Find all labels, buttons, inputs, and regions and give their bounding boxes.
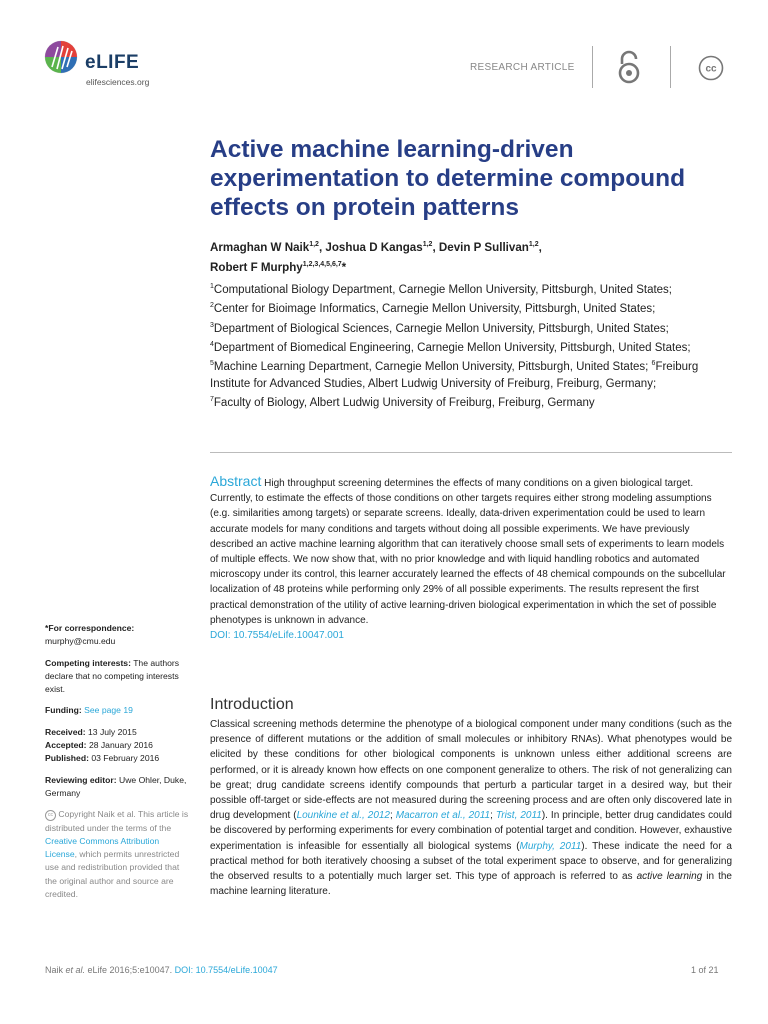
abstract-doi-link[interactable]: DOI: 10.7554/eLife.10047.001 [210, 630, 344, 642]
open-access-icon [614, 50, 644, 86]
received-label: Received: [45, 726, 86, 737]
creative-commons-icon: cc [45, 810, 56, 821]
article-title: Active machine learning-driven experimentation to determine compound effects on protein patterns [210, 136, 686, 221]
affiliation-text: Department of Biomedical Engineering, Carnegie Mellon University, Pittsburgh, United States; [213, 341, 691, 354]
section-divider [210, 452, 732, 453]
accepted-date: 28 January 2016 [88, 740, 153, 751]
citation-link[interactable]: Murphy, 2011 [519, 840, 582, 852]
author-affiliation-marker: 1,2 [309, 241, 319, 248]
introduction-paragraph [210, 717, 732, 899]
affiliation-marker: 2 [210, 302, 214, 310]
header-divider [670, 46, 671, 88]
competing-interests-label: Competing interests: [45, 657, 131, 668]
dates [45, 726, 191, 766]
license-link[interactable]: Creative Commons Attribution License [45, 835, 160, 860]
author-separator: * [341, 260, 347, 274]
correspondence [45, 622, 191, 649]
footer-journal: eLife 2016;5:e10047. [85, 965, 175, 975]
reviewing-editor-label: Reviewing editor: [45, 774, 117, 785]
received-date: 13 July 2015 [88, 726, 137, 737]
abstract-heading: Abstract [210, 473, 262, 489]
header-divider [592, 46, 593, 88]
reviewing-editor-value: Uwe Ohler, Duke, Germany [45, 774, 187, 798]
cc-icon-text: cc [705, 63, 717, 75]
author-affiliation-marker: 1,2,3,4,5,6,7 [302, 260, 342, 268]
affiliation-text: Freiburg Institute for Advanced Studies, Albert Ludwig University of Freiburg, Freiburg, Germany; [210, 361, 699, 390]
author-name[interactable]: Robert F Murphy [210, 260, 303, 274]
correspondence-label: *For correspondence: [45, 623, 135, 633]
author-list [210, 236, 730, 276]
creative-commons-icon [698, 55, 724, 81]
article-sidebar [45, 622, 191, 909]
author-affiliation-marker: 1,2 [528, 241, 539, 248]
affiliation-text: Center for Bioimage Informatics, Carnegie Mellon University, Pittsburgh, United States; [213, 303, 656, 316]
funding-label: Funding: [45, 705, 82, 716]
affiliation-marker: 7 [210, 396, 214, 404]
footer-citation [45, 965, 278, 975]
published-date: 03 February 2016 [91, 753, 160, 764]
affiliation-marker: 5 [210, 360, 214, 368]
author-affiliation-marker: 1,2 [422, 241, 433, 248]
accepted-label: Accepted: [45, 740, 87, 751]
page-number: 1 of 21 [691, 965, 719, 975]
footer-etal: et al. [65, 965, 86, 975]
author-name[interactable]: Joshua D Kangas [325, 240, 423, 254]
citation-link[interactable]: Macarron et al., 2011 [395, 810, 491, 822]
intro-text: in the machine learning literature. [210, 871, 732, 898]
author-separator: , [538, 240, 542, 254]
copyright-prefix: Copyright Naik et al. This article is distributed under the terms of the [45, 809, 189, 833]
abstract-text: High throughput screening determines the effects of many conditions on a given biological target. Currently, to estimate the effects of those conditions on other targets requires either strong modeling assumptions (e.g. similarities among targets) or separate screens. Ideally, data-driven experimentation could be used to learn accurate models for many conditions and targets without doing all possible experiments. We have previously described an active machine learning algorithm that can iteratively choose small sets of experiments to learn models of multiple effects. We now show that, with no prior knowledge and with liquid handling robotics and automated microscopy under its control, this learner accurately learned the effects of 48 chemical compounds on the subcellular localization of 48 proteins while performing only 29% of all possible experiments. The results represent the first practical demonstration of the utility of active learning-driven biological experimentation in which the set of possible phenotypes is unknown in advance. [210, 478, 726, 626]
elife-logo-name[interactable]: eLIFE [85, 52, 140, 73]
copyright-notice [45, 808, 191, 901]
intro-emphasis: active learning [636, 871, 703, 883]
affiliation-marker: 1 [210, 283, 214, 290]
competing-interests [45, 657, 191, 697]
introduction-heading: Introduction [210, 696, 294, 713]
citation-link[interactable]: Trist, 2011 [495, 810, 542, 822]
intro-text: ). These indicate the need for a practical method for both iteratively choosing a subset of the total experiment space to observe, and for generalizing the observed results to a potentially much larger set. This type of approach is referred to as [210, 840, 732, 883]
copyright-suffix: , which permits unrestricted use and redistribution provided that the original author and source are credited. [45, 849, 180, 900]
intro-text: ; [490, 810, 496, 822]
correspondence-email[interactable]: murphy@cmu.edu [45, 636, 116, 647]
author-separator: , [318, 240, 326, 254]
published-label: Published: [45, 753, 89, 764]
abstract [210, 474, 732, 643]
affiliation-text: Machine Learning Department, Carnegie Mellon University, Pittsburgh, United States; [213, 361, 652, 374]
affiliation-list [210, 279, 700, 411]
citation-link[interactable]: Lounkine et al., 2012 [296, 810, 390, 822]
intro-text: Classical screening methods determine the phenotype of a biological component under many conditions (such as the presence of different mutations or the addition of small molecules or inhibitory RNAs). What phenotypes would be elicited by these conditions for other biological components is unknown unless either additional screens are performed, or it is already known how effects on one component generalize to others. The risk of not generalizing can be great; drug candidate screens identify compounds that perturb a particular target in a desired way, but their possible off-target or side-effects are not measured during the screening process and are often only discovered late in drug development ( [210, 719, 732, 822]
intro-text: ). In principle, better drug candidates could be discovered by performing experiments for every combination of potential target and condition. However, exhaustive experimentation is infeasible for essentially all biological systems ( [210, 810, 732, 852]
funding [45, 704, 191, 717]
footer-doi-link[interactable]: DOI: 10.7554/eLife.10047 [174, 965, 278, 975]
affiliation-marker: 6 [651, 360, 656, 368]
affiliation-marker: 3 [210, 321, 214, 329]
affiliation-text: Department of Biological Sciences, Carnegie Mellon University, Pittsburgh, United States; [213, 322, 669, 335]
affiliation-text: Faculty of Biology, Albert Ludwig University of Freiburg, Freiburg, Germany [213, 396, 595, 409]
reviewing-editor [45, 774, 191, 801]
author-name[interactable]: Armaghan W Naik [210, 240, 310, 254]
article-type-label: RESEARCH ARTICLE [470, 62, 575, 73]
affiliation-text: Computational Biology Department, Carnegie Mellon University, Pittsburgh, United States; [213, 283, 672, 296]
footer-author: Naik [45, 965, 66, 975]
funding-link[interactable]: See page 19 [84, 705, 133, 716]
intro-text: ; [390, 810, 396, 822]
competing-interests-value: The authors declare that no competing interests exist. [45, 657, 180, 695]
author-name[interactable]: Devin P Sullivan [438, 240, 529, 254]
affiliation-marker: 4 [210, 340, 214, 348]
author-separator: , [432, 240, 439, 254]
elife-logo-url[interactable]: elifesciences.org [86, 77, 150, 87]
elife-logo-icon [44, 40, 78, 74]
